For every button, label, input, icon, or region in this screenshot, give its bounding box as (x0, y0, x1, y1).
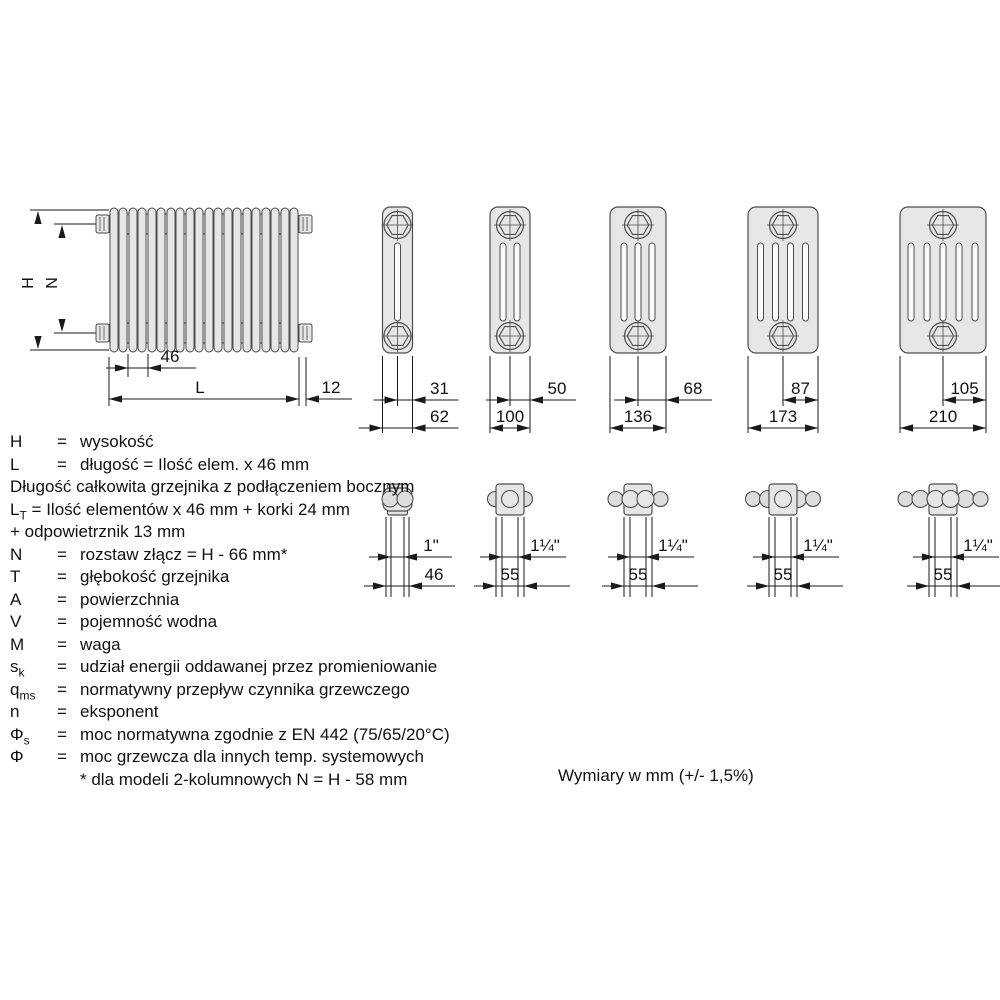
legend-symbol: A (10, 589, 22, 609)
legend-symbol-subscript: T (19, 507, 27, 522)
legend-symbol: T (10, 567, 21, 586)
depth-label: 62 (430, 407, 449, 426)
legend-symbol: L (10, 499, 20, 519)
equals-sign: = (57, 589, 67, 609)
legend-row (10, 679, 555, 702)
legend-row (10, 476, 555, 499)
legend-symbol-subscript: s (23, 732, 30, 747)
element-pitch-label: 55 (933, 565, 953, 584)
equals-sign: = (57, 544, 67, 564)
units-note: Wymiary w mm (+/- 1,5%) (558, 766, 754, 785)
legend-description: moc grzewcza dla innych temp. systemowych (80, 747, 424, 766)
equals-sign: = (57, 747, 67, 766)
legend-description: moc normatywna zgodnie z EN 442 (75/65/20°C) (80, 724, 450, 744)
legend-symbol: N (10, 544, 23, 564)
thread-size-label: 1" (423, 536, 439, 555)
legend (10, 431, 555, 791)
cross-section-3col (486, 207, 576, 433)
legend-description: udział energii oddawanej przez promieniowanie (80, 657, 438, 676)
half-depth-label: 50 (547, 379, 567, 398)
element-pitch-label: 55 (500, 565, 520, 584)
bottom-view-5col (746, 484, 844, 597)
thread-size-label: 1¼" (530, 536, 560, 555)
element-pitch-label: 55 (773, 565, 793, 584)
equals-sign: = (57, 679, 67, 699)
equals-sign: = (57, 454, 67, 474)
legend-symbol: M (10, 634, 25, 654)
half-depth-label: 68 (683, 379, 703, 398)
joint-spacing-dim-label: N (44, 277, 61, 289)
depth-label: 173 (768, 407, 798, 426)
end-offset-label: 12 (321, 378, 341, 397)
legend-description: powierzchnia (80, 589, 180, 609)
legend-text: + odpowietrznik 13 mm (10, 522, 186, 541)
legend-row (10, 544, 555, 567)
equals-sign: = (57, 702, 67, 721)
half-depth-label: 105 (950, 379, 979, 398)
legend-description: eksponent (80, 702, 159, 721)
legend-symbol: n (10, 702, 20, 721)
legend-row (10, 746, 555, 769)
equals-sign: = (57, 657, 67, 676)
legend-description: rozstaw złącz = H - 66 mm* (80, 544, 288, 564)
legend-description: normatywny przepływ czynnika grzewczego (80, 679, 410, 699)
thread-size-label: 1¼" (963, 536, 993, 555)
legend-row (10, 521, 555, 544)
legend-row (10, 499, 555, 522)
height-dim-label: H (20, 277, 37, 289)
legend-description: pojemność wodna (80, 612, 218, 631)
legend-row (10, 431, 555, 454)
half-depth-label: 87 (791, 379, 810, 398)
legend-row (10, 589, 555, 612)
legend-symbol: s (10, 657, 19, 676)
front-view (20, 208, 352, 406)
legend-row (10, 656, 555, 679)
half-depth-label: 31 (430, 379, 449, 398)
equals-sign: = (57, 612, 67, 631)
legend-symbol: L (10, 454, 20, 474)
legend-row (10, 611, 555, 634)
element-width-label: 46 (160, 347, 180, 366)
legend-row (10, 566, 555, 589)
legend-text: = Ilość elementów x 46 mm + korki 24 mm (31, 499, 350, 519)
equals-sign: = (57, 567, 67, 586)
legend-row (10, 454, 555, 477)
depth-label: 210 (928, 407, 958, 426)
bottom-view-6col (898, 484, 1000, 597)
legend-row (10, 724, 555, 747)
legend-description: długość = Ilość elem. x 46 mm (80, 454, 310, 474)
depth-label: 136 (623, 407, 653, 426)
equals-sign: = (57, 432, 67, 451)
legend-symbol: q (10, 679, 20, 699)
legend-row (10, 634, 555, 657)
equals-sign: = (57, 634, 67, 654)
bottom-view-4col (602, 484, 698, 597)
cross-section-6col (900, 207, 986, 433)
length-label: L (195, 378, 205, 397)
legend-description: głębokość grzejnika (80, 567, 230, 586)
legend-symbol: H (10, 432, 23, 451)
depth-label: 100 (495, 407, 525, 426)
legend-footnote (10, 769, 555, 792)
cross-section-2col (359, 207, 459, 433)
cross-section-4col (610, 207, 712, 433)
legend-text: * dla modeli 2-kolumnowych N = H - 58 mm (80, 769, 408, 789)
legend-symbol-subscript: ms (19, 687, 36, 702)
thread-size-label: 1¼" (658, 536, 688, 555)
legend-symbol: V (10, 612, 22, 631)
legend-text: Długość całkowita grzejnika z podłączeniem bocznym (10, 477, 415, 496)
element-pitch-label: 55 (628, 565, 648, 584)
legend-description: waga (80, 634, 121, 654)
cross-section-5col (748, 207, 818, 433)
legend-row (10, 701, 555, 724)
thread-size-label: 1¼" (803, 536, 833, 555)
legend-symbol-subscript: k (18, 665, 25, 680)
legend-symbol: Φ (10, 747, 24, 766)
element-pitch-label: 46 (424, 565, 444, 584)
equals-sign: = (57, 724, 67, 744)
legend-symbol: Φ (10, 724, 24, 744)
legend-description: wysokość (80, 432, 154, 451)
